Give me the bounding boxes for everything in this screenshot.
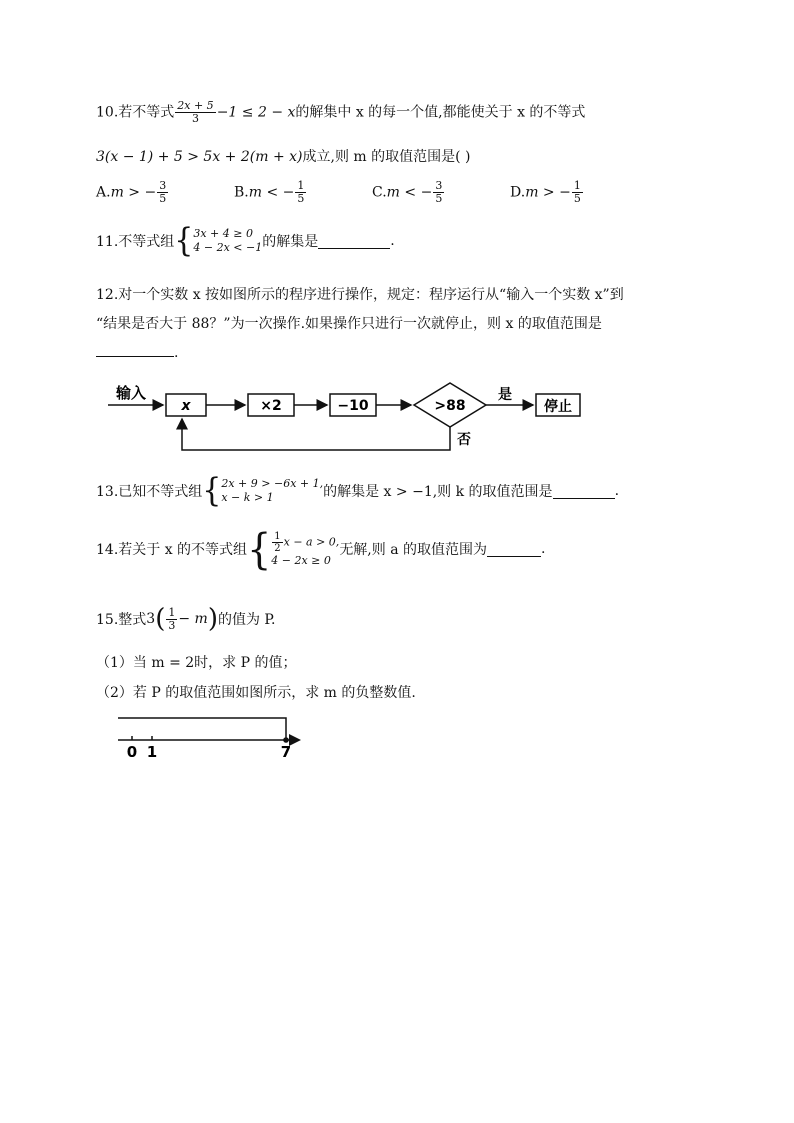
- q11-system: [193, 227, 262, 255]
- q10-fraction: [175, 100, 215, 125]
- label-0: 0: [126, 743, 138, 761]
- q13: [96, 471, 620, 510]
- q14-ineq-1-rest: x − a > 0,: [283, 535, 340, 548]
- option-d-expr: m > −: [525, 184, 571, 201]
- option-c-label: C.: [372, 184, 387, 201]
- q14-brace: {: [247, 524, 272, 574]
- q12-line3: [96, 342, 178, 361]
- option-d-label: D.: [510, 184, 526, 201]
- q12-flowchart: [100, 375, 600, 455]
- q10-line2: [96, 146, 471, 166]
- q11-end: .: [390, 233, 395, 249]
- q10-option-c[interactable]: [372, 180, 445, 205]
- option-c-den: 5: [435, 192, 443, 205]
- q11: [96, 221, 395, 260]
- option-b-num: 1: [297, 179, 305, 192]
- q11-prefix: 11.不等式组: [96, 234, 175, 250]
- number-line-endpoint: [283, 737, 289, 743]
- q15-prefix: 15.整式: [96, 612, 147, 628]
- q14-system: [271, 531, 339, 568]
- option-a-label: A.: [96, 184, 111, 201]
- flow-input-label: 输入: [116, 384, 147, 402]
- flow-box-x-label: x: [181, 398, 191, 414]
- flow-no-label: 否: [457, 432, 471, 448]
- q15-minus-m: − m: [178, 611, 208, 627]
- q13-end: .: [614, 483, 620, 499]
- option-c-expr: m < −: [386, 184, 433, 201]
- label-7: 7: [280, 743, 292, 761]
- option-a-expr: m > −: [110, 184, 157, 201]
- q12-line2: “结果是否大于 88？”为一次操作.如果操作只进行一次就停止，则 x 的取值范围是: [96, 316, 602, 332]
- q15-suffix: 的值为 P.: [217, 612, 276, 628]
- q15-stem: [96, 604, 275, 634]
- q15-fraction: [166, 607, 177, 632]
- option-a-num: 3: [159, 179, 167, 192]
- q10-inequality: 3(x − 1) + 5 > 5x + 2(m + x): [96, 149, 303, 165]
- q15-number-line: [110, 712, 310, 762]
- q10-suffix: 的解集中 x 的每一个值,都能使关于 x 的不等式: [295, 104, 586, 121]
- q14-frac-num: 1: [274, 530, 281, 542]
- option-b-fraction: [295, 180, 306, 205]
- q14-mid: 无解,则 a 的取值范围为: [339, 542, 488, 558]
- q14: [96, 524, 546, 574]
- q14-answer-blank[interactable]: [487, 542, 541, 557]
- q10-option-a[interactable]: [96, 180, 169, 205]
- q14-fraction: [272, 531, 282, 554]
- option-a-fraction: [157, 180, 168, 205]
- flow-box-times2-label: ×2: [260, 398, 282, 414]
- q11-ineq-2: 4 − 2x < −1: [193, 241, 263, 254]
- q11-suffix: 的解集是: [262, 234, 319, 250]
- q15-frac-den: 3: [168, 618, 176, 632]
- q12-answer-blank[interactable]: [96, 342, 174, 357]
- option-c-num: 3: [435, 179, 443, 192]
- q11-answer-blank[interactable]: [318, 234, 390, 249]
- option-a-den: 5: [159, 192, 167, 205]
- flow-arrow-loop: [182, 419, 450, 450]
- q15-coef: 3: [146, 611, 156, 627]
- option-c-fraction: [433, 180, 444, 205]
- q15-frac-num: 1: [168, 605, 176, 619]
- q13-answer-blank[interactable]: [553, 484, 615, 499]
- q10-after-frac: −1 ≤ 2 − x: [216, 104, 296, 121]
- q10-frac-den: 3: [191, 112, 199, 125]
- q14-ineq-1: [271, 531, 339, 554]
- q10-frac-num: 2x + 5: [177, 99, 214, 112]
- option-d-num: 1: [573, 179, 581, 192]
- q10-line2-suffix: 成立,则 m 的取值范围是( ): [302, 149, 471, 165]
- q13-system: [221, 477, 323, 505]
- q13-brace: {: [202, 471, 222, 510]
- option-b-label: B.: [234, 184, 249, 201]
- q14-prefix: 14.若关于 x 的不等式组: [96, 542, 248, 558]
- q13-ineq-1: 2x + 9 > −6x + 1,: [221, 477, 324, 490]
- q13-ineq-2: x − k > 1: [221, 491, 274, 504]
- option-b-den: 5: [297, 192, 305, 205]
- q14-ineq-2: 4 − 2x ≥ 0: [271, 553, 331, 567]
- q13-prefix: 13.已知不等式组: [96, 484, 203, 500]
- q13-mid: 的解集是 x > −1,则 k 的取值范围是: [323, 484, 553, 500]
- q11-brace: {: [174, 221, 194, 260]
- flow-stop-label: 停止: [544, 399, 572, 415]
- flow-box-minus10-label: −10: [337, 398, 369, 414]
- q15-rparen: ): [207, 604, 218, 634]
- number-line-range: [118, 718, 286, 740]
- flow-yes-label: 是: [498, 387, 512, 403]
- q12-end: .: [174, 345, 179, 361]
- q12-line1: 12.对一个实数 x 按如图所示的程序进行操作，规定：程序运行从“输入一个实数 x”到: [96, 287, 624, 303]
- q14-frac-den: 2: [274, 542, 281, 554]
- q10-prefix: 10.若不等式: [96, 104, 175, 121]
- label-1: 1: [146, 743, 158, 761]
- q15-lparen: (: [155, 604, 166, 634]
- q15-sub1: （1）当 m = 2时，求 P 的值；: [96, 655, 297, 671]
- q10-option-d[interactable]: [510, 180, 584, 205]
- q15-sub2: （2）若 P 的取值范围如图所示，求 m 的负整数值.: [96, 685, 416, 701]
- flow-decision-label: >88: [434, 398, 466, 414]
- q14-end: .: [541, 541, 546, 557]
- option-d-fraction: [572, 180, 583, 205]
- q11-ineq-1: 3x + 4 ≥ 0: [193, 227, 253, 240]
- option-b-expr: m < −: [248, 184, 295, 201]
- q10-option-b[interactable]: [234, 180, 307, 205]
- q10-line1: [96, 100, 585, 125]
- option-d-den: 5: [573, 192, 581, 205]
